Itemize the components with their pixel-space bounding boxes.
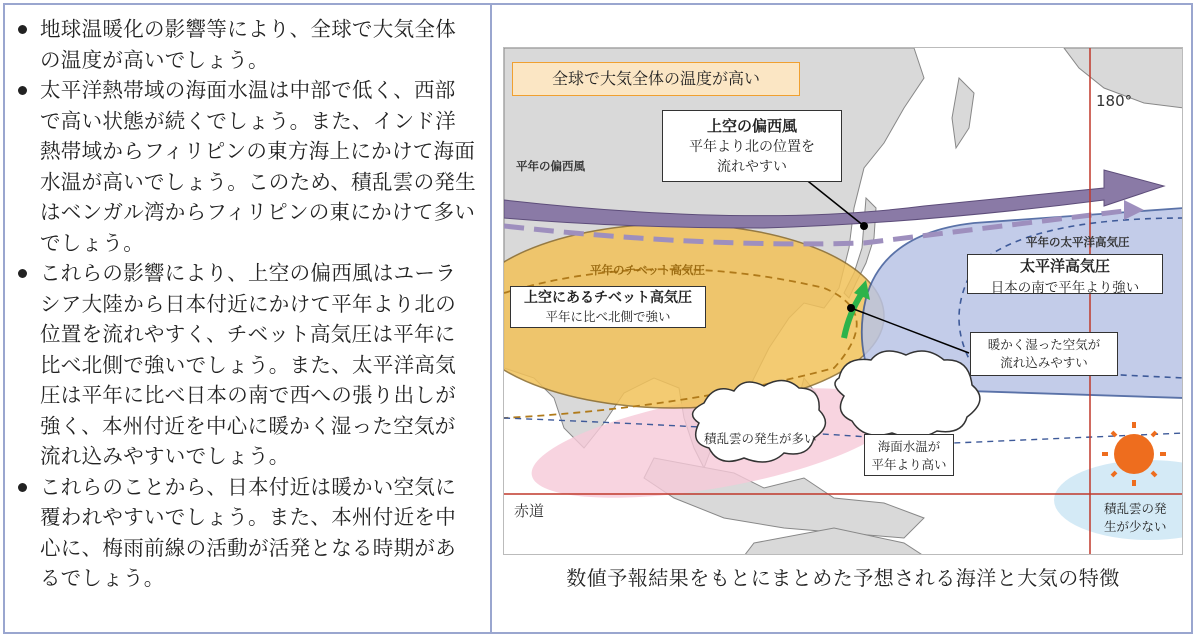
convection-many-label: 積乱雲の発生が多い (704, 431, 817, 446)
tibet-high-callout (510, 286, 706, 328)
normal-tibet-label: 平年のチベット高気圧 (590, 263, 705, 277)
global-temp-label: 全球で大気全体の温度が高い (512, 62, 800, 96)
sst-callout (864, 434, 954, 476)
jet-callout-title: 上空の偏西風 (706, 117, 797, 135)
humid-pointer-dot (847, 304, 855, 312)
humid-air-callout (970, 332, 1118, 376)
bullet-dot (18, 269, 27, 278)
list-item (14, 472, 476, 594)
kamchatka-land (952, 78, 974, 148)
bullet-list (14, 14, 476, 594)
sun-icon (1114, 434, 1154, 474)
tibet-high-subtitle: 平年に比べ北側で強い (545, 309, 671, 324)
bullet-dot (18, 483, 27, 492)
humid-air-line2: 流れ込みやすい (1000, 355, 1088, 370)
jet-callout-line2: 流れやすい (717, 159, 787, 175)
convection-few-line1: 積乱雲の発 (1104, 501, 1167, 516)
jet-callout-line1: 平年より北の位置を (689, 139, 815, 155)
figure-caption: 数値予報結果をもとにまとめた予想される海洋と大気の特徴 (566, 566, 1120, 590)
list-item (14, 75, 476, 258)
climate-map (503, 47, 1183, 555)
bullet-text: これらのことから、日本付近は暖かい空気に覆われやすいでしょう。また、本州付近を中心に、梅雨前線の活動が活発となる時期があるでしょう。 (40, 474, 456, 590)
column-divider (490, 3, 492, 634)
sst-line2: 平年より高い (871, 457, 947, 472)
jet-callout (662, 110, 842, 182)
convection-few-label (1104, 500, 1167, 536)
bullet-text: 地球温暖化の影響等により、全球で大気全体の温度が高いでしょう。 (40, 17, 456, 72)
text-column (14, 14, 476, 594)
tibet-high-title: 上空にあるチベット高気圧 (524, 290, 692, 306)
humid-air-line1: 暖かく湿った空気が (987, 337, 1101, 352)
normal-jet-label: 平年の偏西風 (516, 159, 585, 173)
list-item (14, 258, 476, 472)
normal-pacific-label: 平年の太平洋高気圧 (1026, 235, 1130, 249)
convection-few-line2: 生が少ない (1104, 519, 1167, 534)
bullet-text: 太平洋熱帯域の海面水温は中部で低く、西部で高い状態が続くでしょう。また、インド洋熱帯域からフィリピンの東方海上にかけて海面水温が高いでしょう。このため、積乱雲の発生はベンガル湾からフィリピンの東にかけて多いでしょう。 (40, 78, 476, 255)
bullet-dot (18, 25, 27, 34)
pacific-high-subtitle: 日本の南で平年より強い (990, 280, 1140, 296)
cloud-bay-of-bengal (693, 380, 826, 462)
pacific-high-callout (967, 254, 1163, 294)
bullet-dot (18, 86, 27, 95)
cloud-philippines (835, 351, 980, 438)
jet-pointer-dot (860, 222, 868, 230)
equator-label: 赤道 (514, 502, 545, 520)
list-item (14, 14, 476, 75)
lon-180-label: 180° (1096, 92, 1133, 110)
pacific-high-title: 太平洋高気圧 (1019, 257, 1110, 275)
bullet-text: これらの影響により、上空の偏西風はユーラシア大陸から日本付近にかけて平年より北の位置を流れやすく、チベット高気圧は平年に比べ北側で強いでしょう。また、太平洋高気圧は平年に比べ日本の南で西への張り出しが強く、本州付近を中心に暖かく湿った空気が流れ込みやすいでしょう。 (40, 261, 456, 468)
sst-line1: 海面水温が (877, 439, 941, 454)
